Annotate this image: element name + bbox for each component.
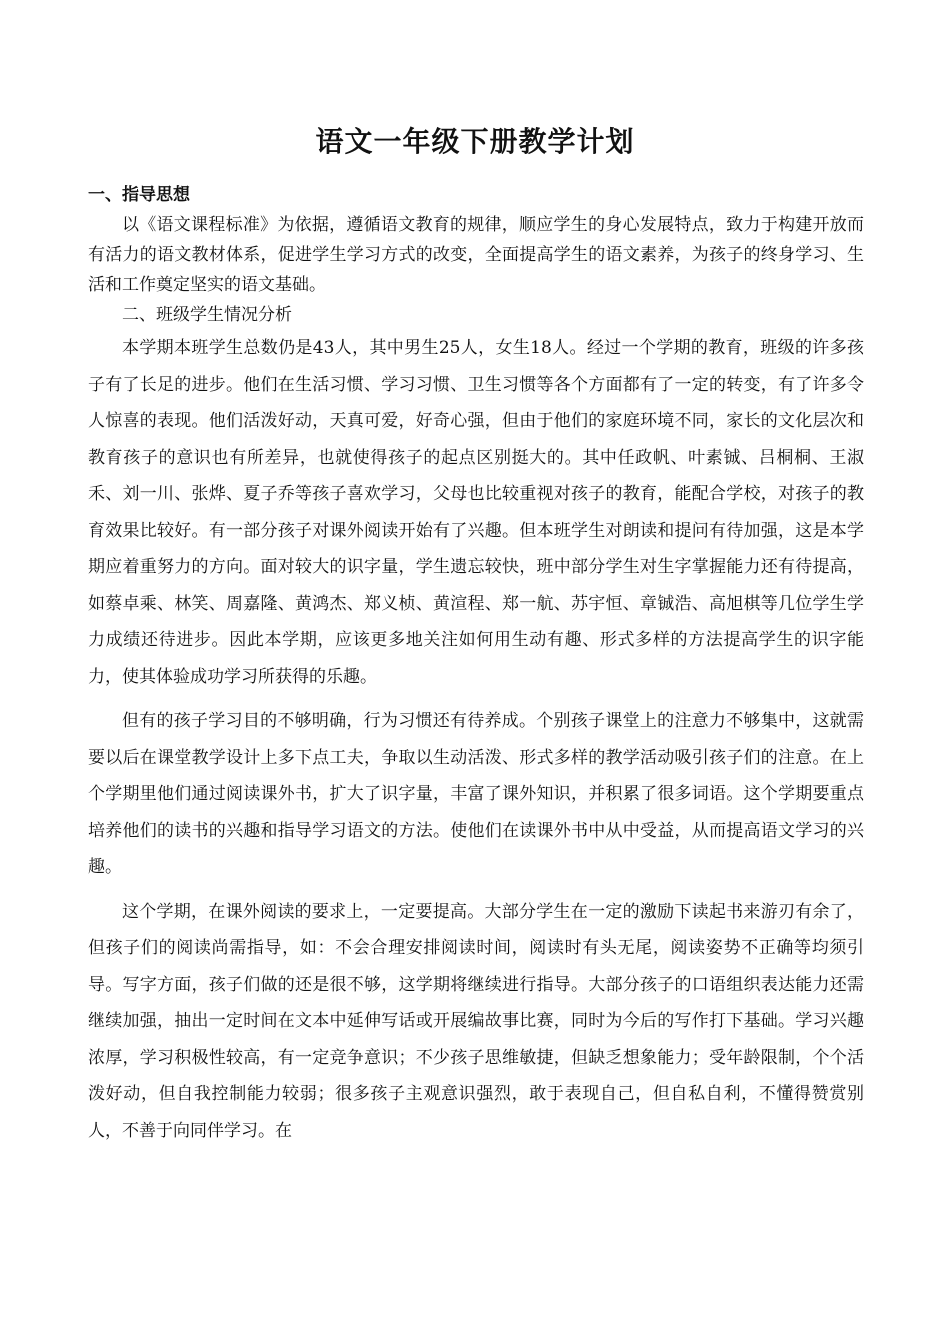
paragraph-class-analysis-3: 这个学期，在课外阅读的要求上，一定要提高。大部分学生在一定的激励下读起书来游刃有余了，但孩子们的阅读尚需指导，如：不会合理安排阅读时间，阅读时有头无尾，阅读姿势不正确等均须引导。写字方面，孩子们做的还是很不够，这学期将继续进行指导。大部分孩子的口语组织表达能力还需继续加强，抽出一定时间在文本中延伸写话或开展编故事比赛，同时为今后的写作打下基础。学习兴趣浓厚，学习积极性较高，有一定竞争意识；不少孩子思维敏捷，但缺乏想象能力；受年龄限制，个个活泼好动，但自我控制能力较弱；很多孩子主观意识强烈，敢于表现自己，但自私自利，不懂得赞赏别人，不善于向同伴学习。在 xyxy=(88,901,864,1141)
paragraph-class-analysis-1: 本学期本班学生总数仍是43人，其中男生25人，女生18人。经过一个学期的教育，班级的许多孩子有了长足的进步。他们在生活习惯、学习习惯、卫生习惯等各个方面都有了一定的转变，有了许多令人惊喜的表现。他们活泼好动，天真可爱，好奇心强，但由于他们的家庭环境不同，家长的文化层次和教育孩子的意识也有所差异，也就使得孩子的起点区别挺大的。其中任政帆、叶素铖、吕桐桐、王淑禾、刘一川、张烨、夏子乔等孩子喜欢学习，父母也比较重视对孩子的教育，能配合学校，对孩子的教育效果比较好。有一部分孩子对课外阅读开始有了兴趣。但本班学生对朗读和提问有待加强，这是本学期应着重努力的方向。面对较大的识字量，学生遗忘较快，班中部分学生对生字掌握能力还有待提高，如蔡卓乘、林笑、周嘉隆、黄鸿杰、郑义桢、黄渲程、郑一航、苏宇恒、章铖浩、高旭棋等几位学生学力成绩还待进步。因此本学期，应该更多地关注如何用生动有趣、形式多样的方法提高学生的识字能力，使其体验成功学习所获得的乐趣。 xyxy=(88,338,864,687)
document-body xyxy=(88,180,864,1149)
paragraph-guiding-thought: 以《语文课程标准》为依据，遵循语文教育的规律，顺应学生的身心发展特点，致力于构建开放而有活力的语文教材体系，促进学生学习方式的改变，全面提高学生的语文素养，为孩子的终身学习、生活和工作奠定坚实的语文基础。 xyxy=(88,215,864,295)
section-heading-class-analysis: 二、班级学生情况分析 xyxy=(122,305,292,325)
paragraph-class-analysis-2: 但有的孩子学习目的不够明确，行为习惯还有待养成。个别孩子课堂上的注意力不够集中，这就需要以后在课堂教学设计上多下点工夫，争取以生动活泼、形式多样的教学活动吸引孩子们的注意。在上个学期里他们通过阅读课外书，扩大了识字量，丰富了课外知识，并积累了很多词语。这个学期要重点培养他们的读书的兴趣和指导学习语文的方法。使他们在读课外书中从中受益，从而提高语文学习的兴趣。 xyxy=(88,711,864,877)
section-heading-guiding-thought: 一、指导思想 xyxy=(88,185,190,205)
document-title: 语文一年级下册教学计划 xyxy=(315,125,635,158)
